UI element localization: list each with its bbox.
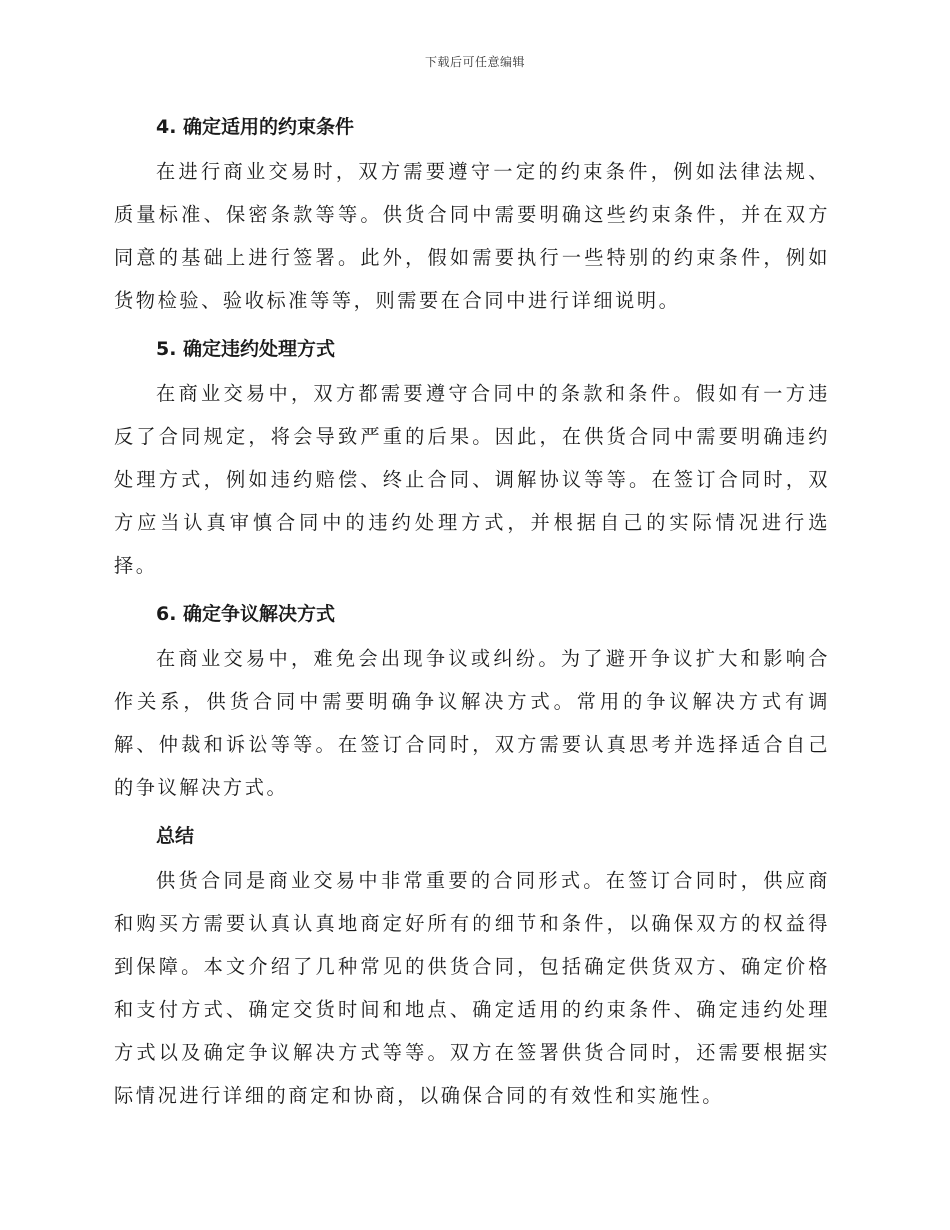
section-paragraph: 在商业交易中，双方都需要遵守合同中的条款和条件。假如有一方违反了合同规定，将会导致严重的后果。因此，在供货合同中需要明确违约处理方式，例如违约赔偿、终止合同、调解协议等等。在签订合同时，双方应当认真审慎合同中的违约处理方式，并根据自己的实际情况进行选择。 [114,382,830,577]
section-paragraph: 在进行商业交易时，双方需要遵守一定的约束条件，例如法律法规、质量标准、保密条款等等。供货合同中需要明确这些约束条件，并在双方同意的基础上进行签署。此外，假如需要执行一些特别的约束条件，例如货物检验、验收标准等等，则需要在合同中进行详细说明。 [114,160,830,312]
section-heading: 5. 确定违约处理方式 [156,338,336,360]
section-heading: 4. 确定适用的约束条件 [156,116,355,138]
section-constraints [114,110,830,322]
section-paragraph: 在商业交易中，难免会出现争议或纠纷。为了避开争议扩大和影响合作关系，供货合同中需要明确争议解决方式。常用的争议解决方式有调解、仲裁和诉讼等等。在签订合同时，双方需要认真思考并选择适合自己的争议解决方式。 [114,647,830,799]
document-body [114,110,830,1127]
section-dispute-resolution [114,597,830,809]
section-heading: 6. 确定争议解决方式 [156,603,336,625]
section-heading: 总结 [156,825,195,847]
page-header: 下载后可任意编辑 [424,55,525,69]
section-summary [114,819,830,1117]
section-breach-handling [114,332,830,587]
section-paragraph: 供货合同是商业交易中非常重要的合同形式。在签订合同时，供应商和购买方需要认真认真地商定好所有的细节和条件，以确保双方的权益得到保障。本文介绍了几种常见的供货合同，包括确定供货双方、确定价格和支付方式、确定交货时间和地点、确定适用的约束条件、确定违约处理方式以及确定争议解决方式等等。双方在签署供货合同时，还需要根据实际情况进行详细的商定和协商，以确保合同的有效性和实施性。 [114,869,830,1107]
